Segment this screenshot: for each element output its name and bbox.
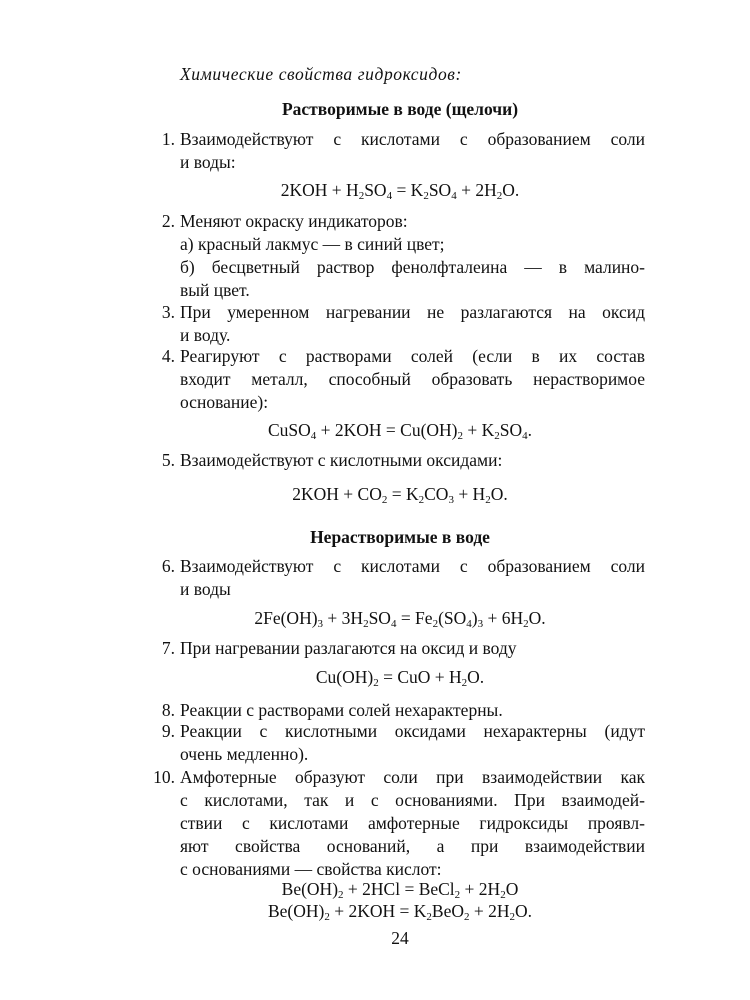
subscript: 2: [500, 889, 506, 901]
subscript: 2: [454, 889, 461, 901]
subscript: 2: [494, 430, 500, 442]
item-number: 2.: [161, 211, 175, 231]
equation: CuSO$_4$ + $2KOH = Cu(OH)_2 + K_2SO_4$.: [267, 420, 533, 442]
subscript: 2: [461, 677, 468, 689]
item-text: При умеренном нагревании не разлагаются на оксид: [180, 302, 645, 322]
item-number: 10.: [153, 767, 175, 787]
subscript: 2: [509, 911, 515, 923]
item-number: 6.: [161, 556, 175, 576]
item-text: и воды: [180, 579, 231, 599]
item-number: 1.: [161, 129, 175, 149]
subscript: 2: [381, 494, 388, 506]
subscript: 4: [466, 618, 472, 630]
item-text: Взаимодействуют с кислотными оксидами:: [180, 450, 503, 470]
equation: $2KOH + CO_2 = K_2CO_3 + H_2O$.: [292, 484, 508, 506]
subscript: 2: [463, 911, 470, 923]
item-number: 3.: [161, 302, 175, 322]
item-number: 8.: [161, 700, 175, 720]
item-text: Реакции с кислотными оксидами нехарактерны (идут: [180, 721, 645, 741]
item-text: Амфотерные образуют соли при взаимодействии как: [180, 767, 645, 787]
item-number: 4.: [161, 346, 175, 366]
heading-insoluble: Нерастворимые в воде: [310, 527, 490, 547]
subscript: 2: [338, 889, 344, 901]
item-text: При нагревании разлагаются на оксид и воду: [180, 638, 517, 658]
subscript: 2: [423, 190, 429, 202]
subscript: 4: [386, 190, 393, 202]
section-title: Химические свойства гидроксидов:: [180, 64, 462, 84]
heading-soluble: Растворимые в воде (щелочи): [281, 99, 519, 119]
item-text: вый цвет.: [180, 280, 250, 300]
item-text: ствии с кислотами амфотерные гидроксиды проявл-: [180, 813, 645, 833]
page-number: 24: [391, 928, 409, 948]
item-text: основание):: [180, 392, 269, 412]
equation: $Be(OH)_2 + 2HCl$ = BeCl$_2$ + $2H_2O$: [281, 879, 519, 901]
item-number: 9.: [161, 721, 175, 741]
item-text: с основаниями — свойства кислот:: [180, 859, 442, 879]
subscript: 2: [496, 190, 503, 202]
subscript: 2: [373, 677, 379, 689]
subscript: 4: [522, 430, 528, 442]
item-text: Реакции с растворами солей нехарактерны.: [180, 700, 503, 720]
item-text: с кислотами, так и с основаниями. При взаимодей-: [180, 790, 645, 810]
subscript: 2: [432, 618, 439, 630]
item-text: Меняют окраску индикаторов:: [180, 211, 408, 231]
subscript: 4: [310, 430, 317, 442]
equation: $2Fe(OH)_3 + 3H_2SO_4 = Fe_2(SO_4)_3 + 6H_2O$.: [254, 608, 546, 630]
equation: $Be(OH)_2 + 2KOH = K_2BeO_2 + 2H_2O$.: [267, 901, 533, 923]
equation: $Cu(OH)_2$ = CuO + $H_2O$.: [315, 667, 485, 689]
item-text: Взаимодействуют с кислотами с образованием соли: [180, 556, 645, 576]
item-text: б) бесцветный раствор фенолфталеина — в малино-: [180, 257, 645, 277]
subscript: 3: [317, 618, 324, 630]
subscript: 3: [448, 494, 454, 506]
subscript: 2: [418, 494, 425, 506]
subscript: 2: [457, 430, 464, 442]
item-number: 7.: [161, 638, 175, 658]
item-text: входит металл, способный образовать нерастворимое: [180, 369, 645, 389]
subscript: 2: [485, 494, 491, 506]
item-text: яют свойства оснований, а при взаимодействии: [180, 836, 645, 856]
equation: $2KOH + H_2SO_4 = K_2SO_4 + 2H_2O$.: [280, 180, 520, 202]
item-text: и воду.: [180, 325, 231, 345]
item-text: Реагируют с растворами солей (если в их состав: [180, 346, 645, 366]
subscript: 2: [426, 911, 432, 923]
subscript: 2: [363, 618, 369, 630]
subscript: 2: [523, 618, 529, 630]
subscript: 2: [358, 190, 365, 202]
subscript: 4: [390, 618, 397, 630]
item-text: а) красный лакмус — в синий цвет;: [180, 234, 445, 254]
subscript: 3: [477, 618, 484, 630]
subscript: 4: [451, 190, 457, 202]
item-text: и воды:: [180, 152, 236, 172]
item-text: очень медленно).: [180, 744, 309, 764]
subscript: 2: [324, 911, 330, 923]
item-number: 5.: [161, 450, 175, 470]
item-text: Взаимодействуют с кислотами с образованием соли: [180, 129, 645, 149]
